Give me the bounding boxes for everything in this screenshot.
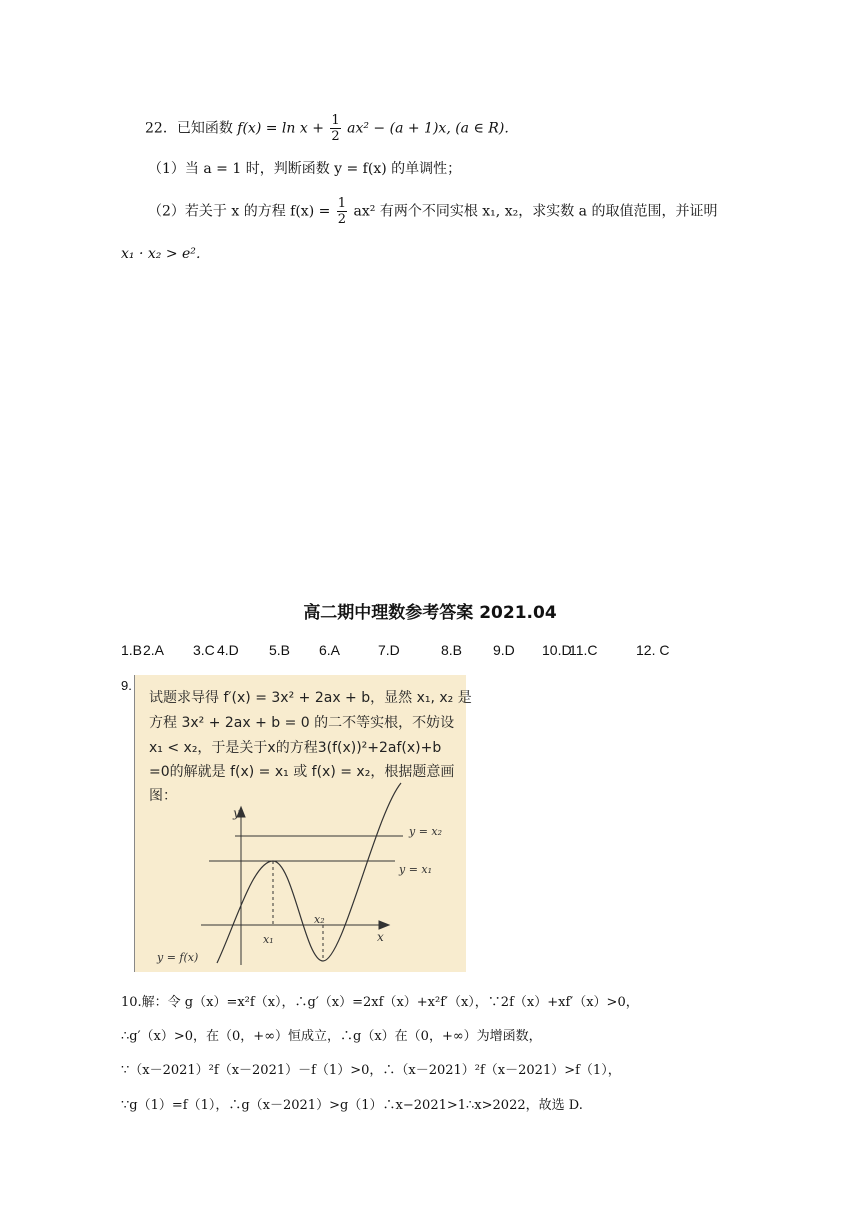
fraction-numerator-2: 1 bbox=[337, 196, 347, 211]
fraction-half-2 bbox=[337, 196, 347, 227]
answer-10: 10.D bbox=[542, 642, 572, 658]
q10-line-3: ∵（x－2021）²f（x－2021）－f（1）>0，∴（x－2021）²f（x－2021）>f（1）， bbox=[121, 1063, 621, 1078]
question-22-stem bbox=[145, 113, 518, 144]
label-y-x2: y = x₂ bbox=[409, 825, 443, 838]
label-y-x1: y = x₁ bbox=[399, 863, 433, 876]
question-number: 22． bbox=[145, 120, 177, 137]
question-22-conclusion: x₁ · x₂ > e²． bbox=[121, 246, 210, 262]
answer-2: 2.A bbox=[143, 642, 165, 658]
q9-line-3: x₁ < x₂，于是关于x的方程3(f(x))²+2af(x)+b bbox=[149, 740, 442, 756]
answer-7: 7.D bbox=[378, 642, 400, 658]
fraction-denominator-2: 2 bbox=[337, 212, 347, 227]
y-axis-label: y bbox=[233, 806, 240, 820]
formula-lhs: f(x) = ln x + bbox=[237, 120, 324, 137]
q9-solution-image bbox=[134, 675, 472, 972]
question-22-part1: （1）当 a = 1 时，判断函数 y = f(x) 的单调性； bbox=[148, 161, 462, 177]
answer-12: 12. C bbox=[636, 642, 670, 658]
fraction-denominator: 2 bbox=[331, 129, 340, 144]
q9-line-1: 试题求导得 f′(x) = 3x² + 2ax + b，显然 x₁, x₂ 是 bbox=[149, 690, 472, 706]
question-22-part2 bbox=[148, 196, 717, 227]
answer-5: 5.B bbox=[269, 642, 291, 658]
answer-6: 6.A bbox=[319, 642, 341, 658]
formula-rhs: ax² − (a + 1)x, (a ∈ R)． bbox=[347, 120, 519, 137]
answer-4: 4.D bbox=[217, 642, 239, 658]
q10-line-1: 10.解：令 g（x）=x²f（x），∴g′（x）=2xf（x）+x²f′（x），∵2f（x）+xf′（x）>0， bbox=[121, 995, 639, 1010]
answer-3: 3.C bbox=[193, 642, 215, 658]
x-axis-arrow bbox=[379, 921, 389, 929]
fraction-half bbox=[330, 113, 340, 144]
question-intro: 已知函数 bbox=[176, 120, 233, 137]
q9-line-5: 图： bbox=[149, 788, 177, 804]
q9-line-2: 方程 3x² + 2ax + b = 0 的二不等实根，不妨设 bbox=[149, 715, 455, 731]
answer-title: 高二期中理数参考答案 2021.04 bbox=[303, 603, 557, 623]
answer-9: 9.D bbox=[493, 642, 515, 658]
q9-line-4: =0的解就是 f(x) = x₁ 或 f(x) = x₂，根据题意画 bbox=[149, 764, 455, 780]
label-point-x1: x₁ bbox=[263, 933, 274, 946]
q9-label: 9. bbox=[121, 678, 132, 693]
q9-graph bbox=[135, 675, 466, 972]
answer-11: 11.C bbox=[569, 642, 598, 658]
x-axis-label: x bbox=[377, 930, 384, 944]
label-curve: y = f(x) bbox=[157, 951, 199, 964]
answer-1: 1.B bbox=[121, 642, 143, 658]
part2-lead: （2）若关于 x 的方程 f(x) = bbox=[148, 203, 331, 220]
part2-rest: ax² 有两个不同实根 x₁, x₂，求实数 a 的取值范围，并证明 bbox=[353, 203, 718, 220]
answer-8: 8.B bbox=[441, 642, 463, 658]
q10-line-4: ∵g（1）=f（1），∴g（x－2021）>g（1）∴x−2021>1∴x>2022，故选 D. bbox=[121, 1098, 583, 1113]
q10-line-2: ∴g′（x）>0，在（0，+∞）恒成立，∴g（x）在（0，+∞）为增函数， bbox=[121, 1029, 542, 1044]
fraction-numerator: 1 bbox=[331, 113, 340, 128]
curve-f bbox=[217, 783, 401, 963]
label-point-x2: x₂ bbox=[314, 913, 325, 926]
